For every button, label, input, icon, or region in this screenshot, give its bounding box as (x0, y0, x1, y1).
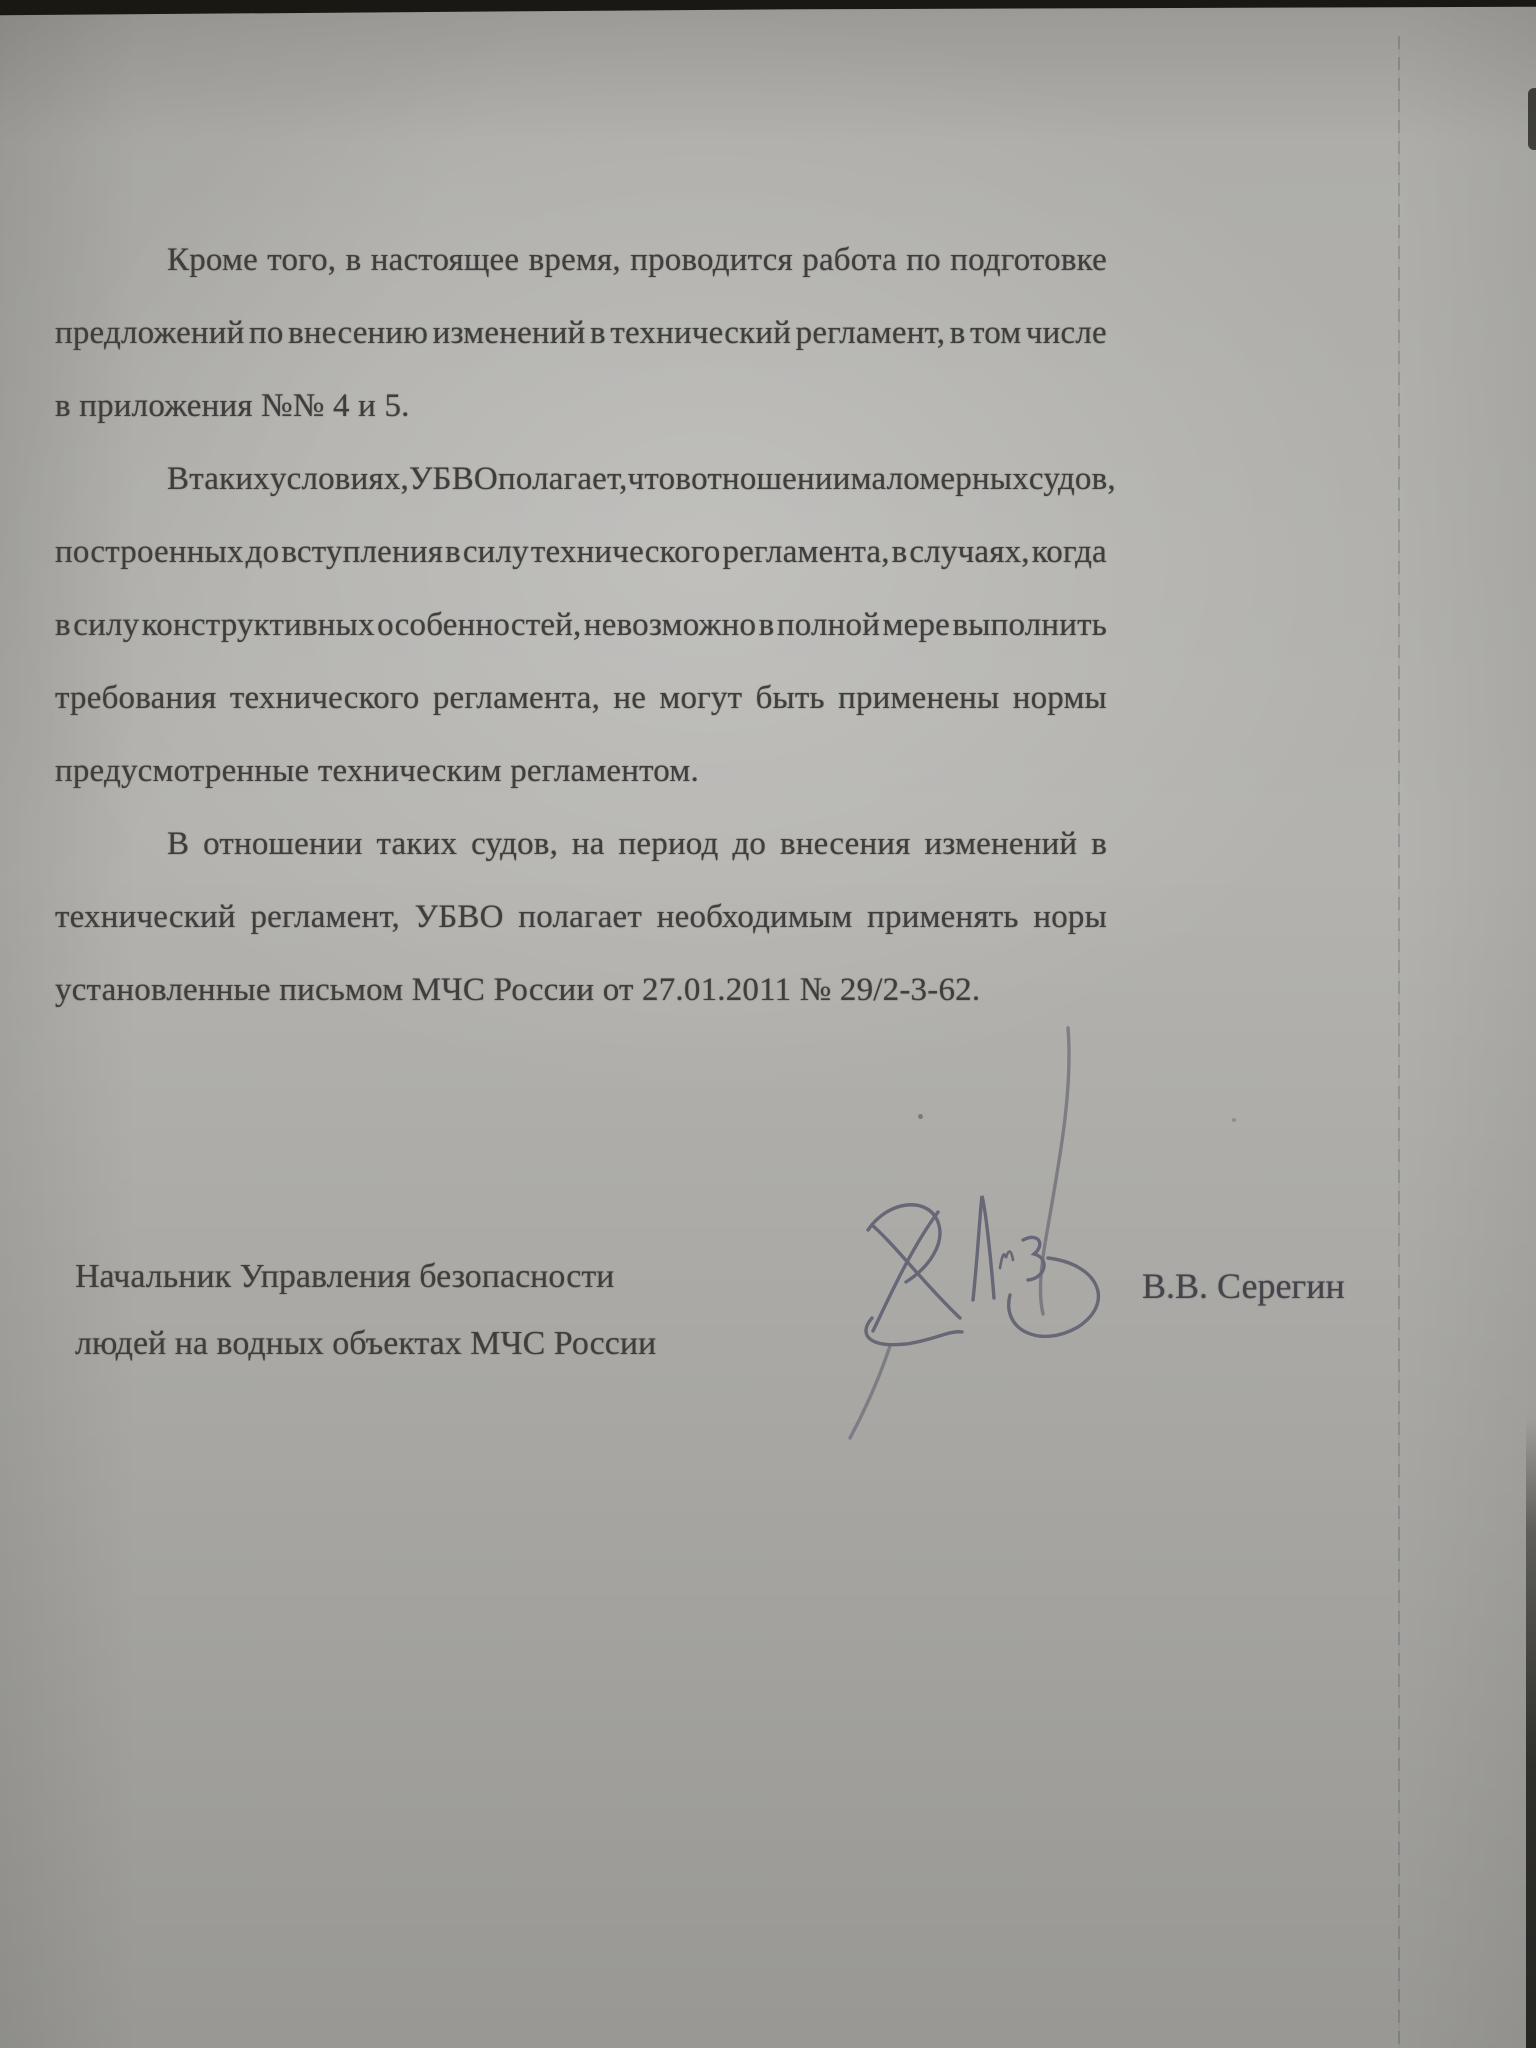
letter-body (55, 224, 1116, 1027)
body-line: технический регламент, УБВО полагает необходимым применять норы (55, 899, 1107, 935)
photo-edge-right (1526, 1418, 1536, 2048)
signer-name: В.В. Серегин (1142, 1266, 1345, 1306)
paper-crease-line (1398, 36, 1400, 2048)
paper-speck (1232, 1118, 1236, 1122)
body-line: установленные письмом МЧС России от 27.01.2011 № 29/2-3-62. (55, 972, 981, 1008)
signoff-position (75, 1243, 656, 1377)
body-line: в силу конструктивных особенностей, невозможно в полной мере выполнить (55, 607, 1107, 643)
body-line: В отношении таких судов, на период до внесения изменений в (167, 826, 1107, 862)
body-line: В таких условиях, УБВО полагает, что в отношении маломерных судов, (167, 461, 1116, 497)
body-line: Кроме того, в настоящее время, проводится работа по подготовке (167, 242, 1107, 278)
signature-scrawl-icon (810, 1000, 1140, 1460)
signoff-position-line1: Начальник Управления безопасности (75, 1258, 615, 1295)
body-line: предусмотренные техническим регламентом. (55, 753, 699, 789)
photo-edge-right-blob (1528, 88, 1536, 150)
signoff-position-line2: людей на водных объектах МЧС России (75, 1325, 657, 1362)
body-line: предложений по внесению изменений в технический регламент, в том числе (55, 315, 1107, 351)
body-line: построенных до вступления в силу технического регламента, в случаях, когда (55, 534, 1107, 570)
body-line: в приложения №№ 4 и 5. (55, 388, 410, 424)
handwritten-signature (810, 1000, 1140, 1460)
body-line: требования технического регламента, не могут быть применены нормы (55, 680, 1107, 716)
